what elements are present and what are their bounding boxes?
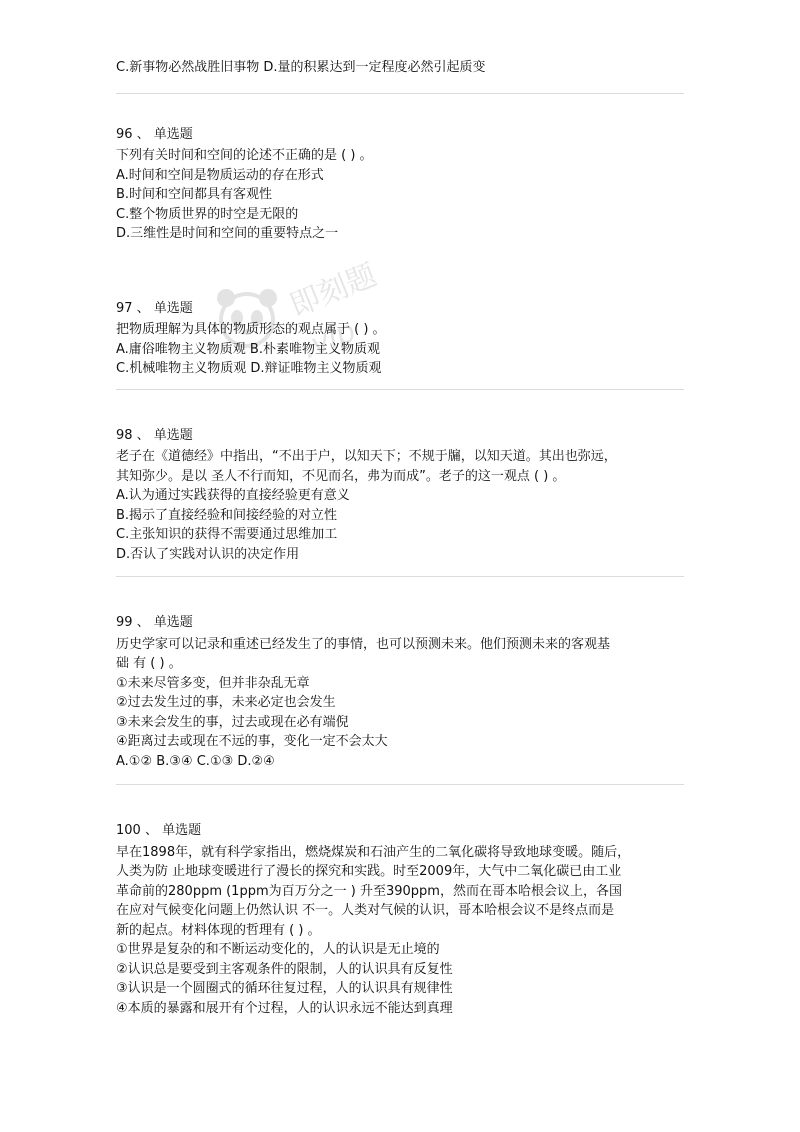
- option: A.认为通过实践获得的直接经验更有意义: [116, 488, 350, 503]
- question-99: [116, 613, 686, 771]
- question-stem: 其知弥少。是以 圣人不行而知，不见而名，弗为而成”。老子的这一观点 ( ) 。: [116, 468, 566, 484]
- question-header: 100 、 单选题: [116, 823, 202, 838]
- option: D.否认了实践对认识的决定作用: [116, 546, 300, 562]
- option: ①世界是复杂的和不断运动变化的，人的认识是无止境的: [116, 942, 440, 957]
- question-96: [116, 125, 686, 244]
- option: ①未来尽管多变，但并非杂乱无章: [116, 675, 310, 691]
- option: ③认识是一个圆圈式的循环往复过程，人的认识具有规律性: [116, 981, 453, 996]
- question-stem: 老子在《道德经》中指出，“不出于户，以知天下；不规于牖，以知天道。其出也弥远，: [116, 449, 617, 464]
- option: ③未来会发生的事，过去或现在必有端倪: [116, 714, 349, 730]
- option: ④本质的暴露和展开有个过程，人的认识永远不能达到真理: [116, 1000, 453, 1016]
- option: A.庸俗唯物主义物质观 B.朴素唯物主义物质观: [116, 341, 380, 357]
- question-stem: 下列有关时间和空间的论述不正确的是 ( ) 。: [116, 148, 373, 163]
- question-header: 98 、 单选题: [116, 427, 193, 443]
- question-header: 96 、 单选题: [116, 126, 193, 142]
- option: C.机械唯物主义物质观 D.辩证唯物主义物质观: [116, 361, 382, 376]
- watermark-text: 即刻题: [284, 257, 382, 324]
- option: ②过去发生过的事，未来必定也会发生: [116, 695, 336, 710]
- option: B.揭示了直接经验和间接经验的对立性: [116, 507, 338, 523]
- divider: [116, 576, 684, 577]
- divider: [116, 784, 684, 785]
- option: B.时间和空间都具有客观性: [116, 187, 273, 202]
- divider: [116, 93, 684, 94]
- question-stem: 在应对气候变化问题上仍然认识 不一。人类对气候的认识，哥本哈根会议不是终点而是: [116, 903, 615, 918]
- option: ④距离过去或现在不远的事，变化一定不会太大: [116, 734, 388, 749]
- question-stem: 历史学家可以记录和重述已经发生了的事情，也可以预测未来。他们预测未来的客观基: [116, 636, 611, 652]
- option: ②认识总是要受到主客观条件的限制，人的认识具有反复性: [116, 961, 453, 977]
- question-stem: 早在1898年，就有科学家指出，燃烧煤炭和石油产生的二氧化碳将导致地球变暖。随后，: [116, 844, 631, 860]
- question-stem: 把物质理解为具体的物质形态的观点属于 ( ) 。: [116, 322, 386, 337]
- previous-question-options: C.新事物必然战胜旧事物 D.量的积累达到一定程度必然引起质变: [116, 60, 486, 75]
- divider: [116, 389, 684, 390]
- question-98: [116, 426, 686, 565]
- option: C.整个物质世界的时空是无限的: [116, 206, 299, 222]
- watermark-url: .vip: [297, 313, 361, 367]
- question-97: [116, 299, 686, 379]
- question-header: 97 、 单选题: [116, 300, 193, 316]
- question-stem: 础 有 ( ) 。: [116, 656, 182, 671]
- option: D.三维性是时间和空间的重要特点之一: [116, 226, 339, 241]
- question-stem: 人类为防 止地球变暖进行了漫长的探究和实践。时至2009年，大气中二氧化碳已由工业: [116, 864, 622, 879]
- question-100: [116, 821, 686, 1018]
- question-stem: 革命前的280ppm (1ppm为百万分之一 ) 升至390ppm，然而在哥本哈根会议上，各国: [116, 883, 622, 899]
- question-stem: 新的起点。材料体现的哲理有 ( ) 。: [116, 922, 321, 938]
- answer-choices: A.①② B.③④ C.①③ D.②④: [116, 753, 275, 769]
- question-header: 99 、 单选题: [116, 615, 193, 630]
- option: C.主张知识的获得不需要通过思维加工: [116, 527, 338, 542]
- option: A.时间和空间是物质运动的存在形式: [116, 167, 324, 183]
- document-page: [116, 58, 686, 1018]
